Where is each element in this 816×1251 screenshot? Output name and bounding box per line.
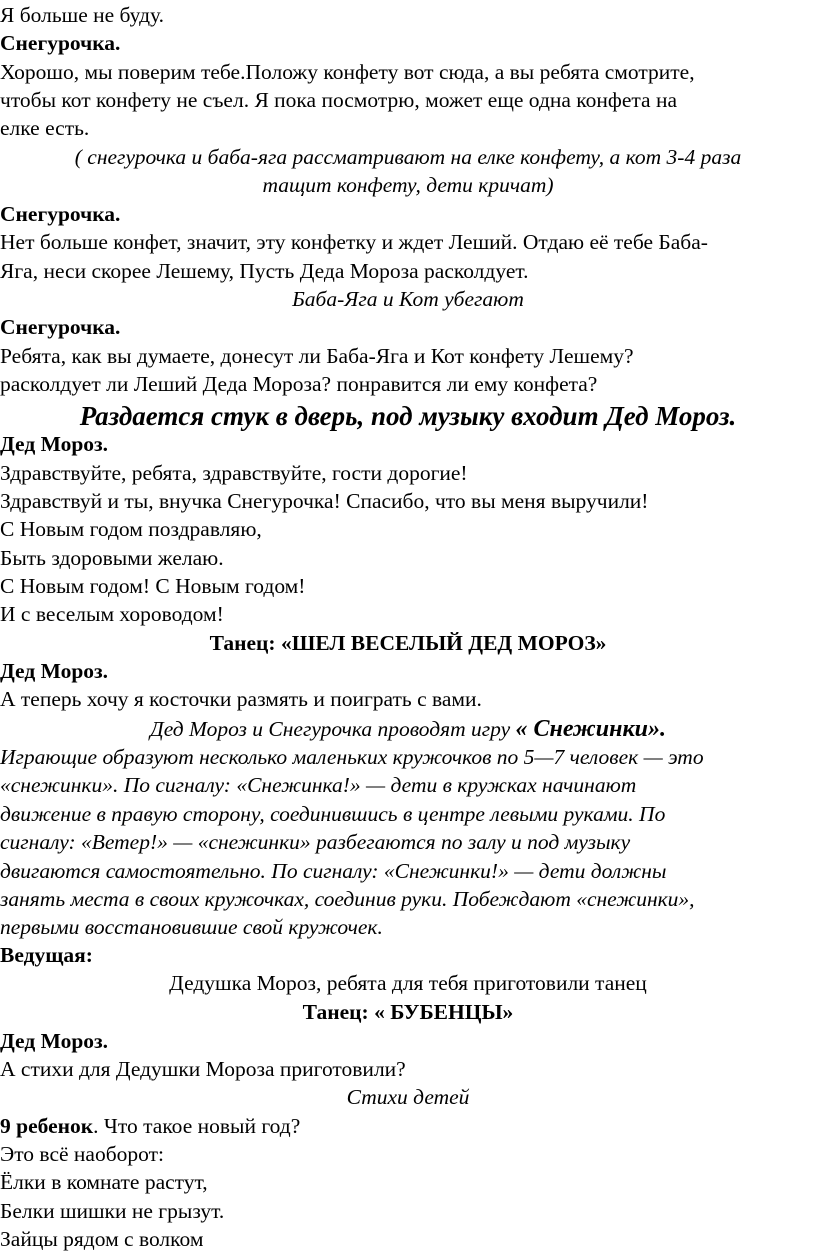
game-rules-line: занять места в своих кружочках, соединив руки. Побеждают «снежинки», bbox=[0, 887, 695, 911]
poem-line: Зайцы рядом с волком bbox=[0, 1227, 204, 1251]
speaker-heading: Ведущая: bbox=[0, 943, 93, 967]
line: С Новым годом поздравляю, bbox=[0, 517, 262, 541]
game-rules-line: Играющие образуют несколько маленьких кружочков по 5—7 человек — это bbox=[0, 745, 704, 769]
line: С Новым годом! С Новым годом! bbox=[0, 574, 306, 598]
poem-line: Ёлки в комнате растут, bbox=[0, 1170, 208, 1194]
poem-text: . Что такое новый год? bbox=[93, 1114, 301, 1138]
game-rules-line: сигналу: «Ветер!» — «снежинки» разбегаются по залу и под музыку bbox=[0, 830, 631, 854]
game-intro: Дед Мороз и Снегурочка проводят игру bbox=[150, 717, 516, 741]
dance-heading: Танец: « БУБЕНЦЫ» bbox=[302, 1000, 514, 1024]
dance-heading: Танец: «ШЕЛ ВЕСЕЛЫЙ ДЕД МОРОЗ» bbox=[209, 631, 607, 655]
speaker-heading: Снегурочка. bbox=[0, 31, 121, 55]
stage-direction: Стихи детей bbox=[346, 1085, 470, 1109]
line: А теперь хочу я косточки размять и поиграть с вами. bbox=[0, 687, 482, 711]
stage-direction: тащит конфету, дети кричат) bbox=[262, 173, 554, 197]
game-title-line bbox=[0, 717, 816, 741]
line: А стихи для Дедушки Мороза приготовили? bbox=[0, 1057, 406, 1081]
game-rules-line: двигаются самостоятельно. По сигналу: «Снежинки!» — дети должны bbox=[0, 859, 667, 883]
line: расколдует ли Леший Деда Мороза? понравится ли ему конфета? bbox=[0, 372, 598, 396]
line: Здравствуйте, ребята, здравствуйте, гости дорогие! bbox=[0, 461, 468, 485]
speaker-heading: Дед Мороз. bbox=[0, 432, 109, 456]
speaker-heading: Дед Мороз. bbox=[0, 659, 109, 683]
child-label: 9 ребенок bbox=[0, 1114, 94, 1138]
game-rules-line: первыми восстановившие свой кружочек. bbox=[0, 915, 383, 939]
line: елке есть. bbox=[0, 116, 90, 140]
line: Хорошо, мы поверим тебе.Положу конфету вот сюда, а вы ребята смотрите, bbox=[0, 60, 695, 84]
poem-line: Белки шишки не грызут. bbox=[0, 1199, 225, 1223]
poem-line bbox=[0, 1116, 816, 1138]
line: И с веселым хороводом! bbox=[0, 602, 224, 626]
scene-heading: Раздается стук в дверь, под музыку входит Дед Мороз. bbox=[79, 401, 737, 431]
line: Быть здоровыми желаю. bbox=[0, 546, 224, 570]
line: Дедушка Мороз, ребята для тебя приготовили танец bbox=[169, 971, 647, 995]
line: чтобы кот конфету не съел. Я пока посмотрю, может еще одна конфета на bbox=[0, 88, 678, 112]
speaker-heading: Снегурочка. bbox=[0, 315, 121, 339]
line: Я больше не буду. bbox=[0, 3, 164, 27]
line: Нет больше конфет, значит, эту конфетку и ждет Леший. Отдаю её тебе Баба- bbox=[0, 230, 708, 254]
line: Здравствуй и ты, внучка Снегурочка! Спасибо, что вы меня выручили! bbox=[0, 489, 649, 513]
game-rules-line: движение в правую сторону, соединившись в центре левыми руками. По bbox=[0, 802, 666, 826]
game-rules-line: «снежинки». По сигналу: «Снежинка!» — дети в кружках начинают bbox=[0, 773, 637, 797]
speaker-heading: Снегурочка. bbox=[0, 202, 121, 226]
game-name: « Снежинки». bbox=[515, 716, 666, 742]
line: Яга, неси скорее Лешему, Пусть Деда Мороза расколдует. bbox=[0, 259, 529, 283]
stage-direction: ( снегурочка и баба-яга рассматривают на елке конфету, а кот 3-4 раза bbox=[74, 145, 742, 169]
speaker-heading: Дед Мороз. bbox=[0, 1029, 109, 1053]
stage-direction: Баба-Яга и Кот убегают bbox=[292, 287, 524, 311]
line: Ребята, как вы думаете, донесут ли Баба-Яга и Кот конфету Лешему? bbox=[0, 344, 634, 368]
poem-line: Это всё наоборот: bbox=[0, 1142, 164, 1166]
